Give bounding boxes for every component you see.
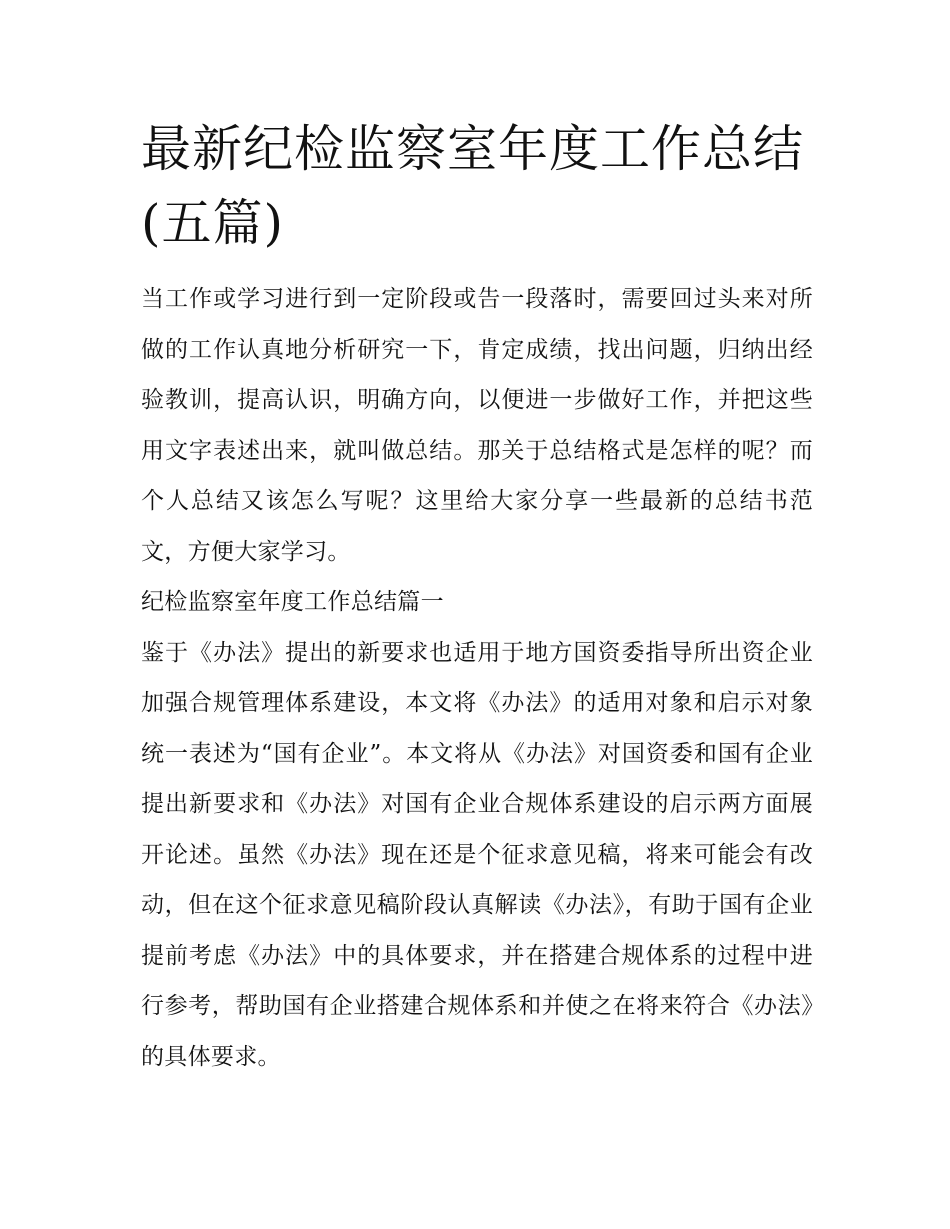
document-content xyxy=(141,112,813,1082)
section-heading: 纪检监察室年度工作总结篇一 xyxy=(141,589,444,615)
section-body-paragraph: 鉴于《办法》提出的新要求也适用于地方国资委指导所出资企业加强合规管理体系建设，本文将《办法》的适用对象和启示对象统一表述为“国有企业”。本文将从《办法》对国资委和国有企业提出新要求和《办法》对国有企业合规体系建设的启示两方面展开论述。虽然《办法》现在还是个征求意见稿，将来可能会有改动，但在这个征求意见稿阶段认真解读《办法》，有助于国有企业提前考虑《办法》中的具体要求，并在搭建合规体系的过程中进行参考，帮助国有企业搭建合规体系和并使之在将来符合《办法》的具体要求。 xyxy=(141,639,813,1070)
intro-paragraph: 当工作或学习进行到一定阶段或告一段落时，需要回过头来对所做的工作认真地分析研究一下，肯定成绩，找出问题，归纳出经验教训，提高认识，明确方向，以便进一步做好工作，并把这些用文字表述出来，就叫做总结。那关于总结格式是怎样的呢？而个人总结又该怎么写呢？这里给大家分享一些最新的总结书范文，方便大家学习。 xyxy=(141,286,813,565)
document-title: 最新纪检监察室年度工作总结(五篇) xyxy=(141,120,804,252)
